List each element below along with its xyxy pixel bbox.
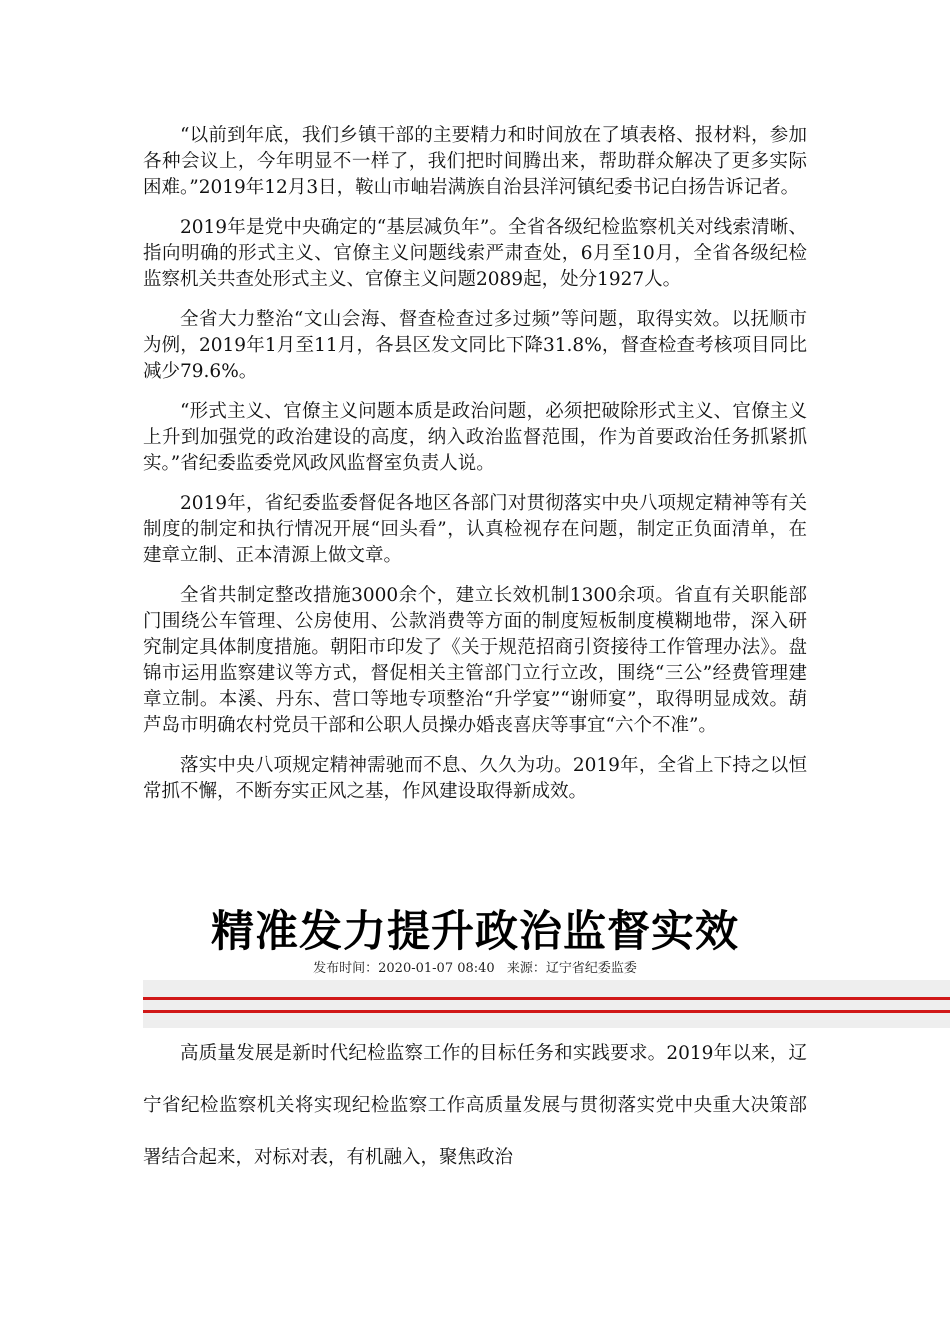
body-paragraph: “形式主义、官僚主义问题本质是政治问题，必须把破除形式主义、官僚主义上升到加强党的政治建设的高度，纳入政治监督范围，作为首要政治任务抓紧抓实。”省纪委监委党风政风监督室负责人说。 <box>143 401 807 474</box>
red-rule-line <box>143 997 950 1000</box>
article-meta <box>0 960 950 978</box>
body-paragraph: 高质量发展是新时代纪检监察工作的目标任务和实践要求。2019年以来，辽宁省纪检监察机关将实现纪检监察工作高质量发展与贯彻落实党中央重大决策部署结合起来，对标对表，有机融入，聚焦政治 <box>143 1043 807 1168</box>
body-paragraph: 全省共制定整改措施3000余个，建立长效机制1300余项。省直有关职能部门围绕公车管理、公房使用、公款消费等方面的制度短板制度模糊地带，深入研究制定具体制度措施。朝阳市印发了《关于规范招商引资接待工作管理办法》。盘锦市运用监察建议等方式，督促相关主管部门立行立改，围绕“三公”经费管理建章立制。本溪、丹东、营口等地专项整治“升学宴”“谢师宴”，取得明显成效。葫芦岛市明确农村党员干部和公职人员操办婚丧喜庆等事宜“六个不准”。 <box>143 585 807 736</box>
red-rule-line <box>143 1010 950 1013</box>
body-paragraph: 2019年是党中央确定的“基层减负年”。全省各级纪检监察机关对线索清晰、指向明确的形式主义、官僚主义问题线索严肃查处，6月至10月，全省各级纪检监察机关共查处形式主义、官僚主义问题2089起，处分1927人。 <box>143 217 807 290</box>
body-paragraph: “以前到年底，我们乡镇干部的主要精力和时间放在了填表格、报材料，参加各种会议上，今年明显不一样了，我们把时间腾出来，帮助群众解决了更多实际困难。”2019年12月3日，鞍山市岫岩满族自治县洋河镇纪委书记白扬告诉记者。 <box>143 125 807 198</box>
header-divider <box>143 980 950 1028</box>
article-source: 来源：辽宁省纪委监委 <box>506 961 637 976</box>
article-body <box>143 1028 807 1184</box>
publish-time: 发布时间：2020-01-07 08:40 <box>313 961 495 976</box>
article-title: 精准发力提升政治监督实效 <box>211 907 739 957</box>
article-body-previous <box>143 123 807 819</box>
body-paragraph: 全省大力整治“文山会海、督查检查过多过频”等问题，取得实效。以抚顺市为例，2019年1月至11月，各县区发文同比下降31.8%，督查检查考核项目同比减少79.6%。 <box>143 309 807 382</box>
body-paragraph: 落实中央八项规定精神需驰而不息、久久为功。2019年，全省上下持之以恒常抓不懈，不断夯实正风之基，作风建设取得新成效。 <box>143 755 807 802</box>
body-paragraph: 2019年，省纪委监委督促各地区各部门对贯彻落实中央八项规定精神等有关制度的制定和执行情况开展“回头看”，认真检视存在问题，制定正负面清单，在建章立制、正本清源上做文章。 <box>143 493 807 566</box>
